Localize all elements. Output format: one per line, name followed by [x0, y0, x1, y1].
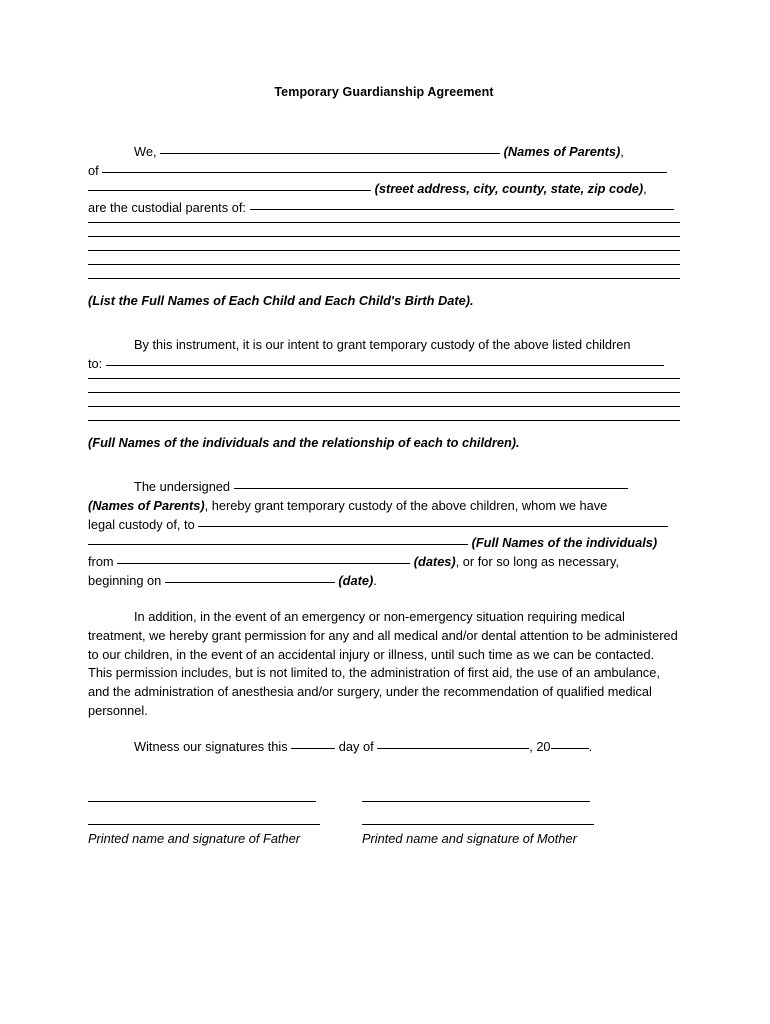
period-1: . — [373, 572, 377, 588]
from-dates-input[interactable] — [117, 563, 410, 564]
intent-to-input[interactable] — [106, 365, 664, 366]
witness-day-label: day of — [338, 739, 374, 755]
individuals-line-2[interactable] — [88, 392, 680, 393]
witness-suffix: . — [588, 739, 593, 755]
from-label: from — [88, 554, 114, 570]
children-line-1[interactable] — [88, 222, 680, 223]
undersigned-label: The undersigned — [134, 479, 231, 495]
spacer-1 — [88, 310, 680, 336]
children-line-4[interactable] — [88, 264, 680, 265]
parents-names-input[interactable] — [160, 153, 500, 154]
father-signature-line[interactable] — [88, 801, 316, 802]
intent-paragraph — [88, 336, 680, 373]
grant-paragraph — [88, 478, 680, 590]
grant-text: , hereby grant temporary custody of the above children, whom we have — [204, 498, 608, 514]
individuals-line-1[interactable] — [88, 378, 680, 379]
beginning-date-input[interactable] — [165, 582, 335, 583]
intent-to-label: to: — [88, 356, 103, 372]
undersigned-input[interactable] — [234, 488, 628, 489]
document-body — [88, 85, 680, 848]
medical-paragraph — [88, 608, 680, 720]
names-of-parents-note-2: (Names of Parents) — [88, 498, 205, 514]
address-input-line2[interactable] — [88, 190, 371, 191]
legal-custody-input[interactable] — [198, 526, 668, 527]
spacer-2 — [88, 452, 680, 478]
witness-month-input[interactable] — [377, 748, 529, 749]
individuals-lines-block — [88, 378, 680, 421]
of-label: of — [88, 162, 99, 178]
street-address-note: (street address, city, county, state, zip code) — [374, 181, 644, 197]
witness-paragraph — [88, 738, 680, 757]
legal-custody-text: legal custody of, to — [88, 516, 195, 532]
beginning-on-label: beginning on — [88, 572, 162, 588]
necessary-text: , or for so long as necessary, — [455, 554, 620, 570]
medical-text: In addition, in the event of an emergency or non-emergency situation requiring medical treatment, we hereby grant permission for any and all medical and/or dental attention to be administered to our children, in the event of an accidental injury or illness, until such time as we can be contacted. This permission includes, but is not limited to, the administration of first aid, the use of an ambulance, and the administration of anesthesia and/or surgery, under the recommendation of qualified medical personnel. — [88, 609, 678, 718]
custodial-parents-input[interactable] — [250, 209, 674, 210]
individuals-names-input[interactable] — [88, 544, 468, 545]
parents-paragraph — [88, 143, 680, 218]
document-title-text: Temporary Guardianship Agreement — [274, 85, 494, 99]
father-signature-label: Printed name and signature of Father — [88, 831, 300, 847]
names-of-parents-note: (Names of Parents) — [503, 144, 621, 159]
father-signature-column — [88, 801, 320, 848]
witness-day-input[interactable] — [291, 748, 335, 749]
address-input-line1[interactable] — [102, 172, 667, 173]
comma-2: , — [643, 181, 647, 197]
witness-prefix: Witness our signatures this — [134, 739, 288, 755]
individuals-line-4[interactable] — [88, 420, 680, 421]
page-title — [88, 85, 680, 99]
mother-signature-line[interactable] — [362, 801, 590, 802]
spacer-3 — [88, 590, 680, 608]
intent-text: By this instrument, it is our intent to grant temporary custody of the above listed children — [134, 337, 631, 353]
children-note: (List the Full Names of Each Child and Each Child's Birth Date). — [88, 292, 474, 308]
children-line-3[interactable] — [88, 250, 680, 251]
children-line-2[interactable] — [88, 236, 680, 237]
children-lines-block — [88, 222, 680, 279]
date-note: (date) — [338, 572, 374, 588]
signature-row-top — [88, 801, 680, 848]
mother-signature-label: Printed name and signature of Mother — [362, 831, 577, 847]
dates-note: (dates) — [413, 554, 456, 570]
witness-year-input[interactable] — [551, 748, 589, 749]
father-printed-name-line[interactable] — [88, 824, 320, 825]
individuals-note: (Full Names of the individuals and the relationship of each to children). — [88, 434, 520, 450]
we-label: We, — [134, 144, 157, 159]
individuals-line-3[interactable] — [88, 406, 680, 407]
witness-year-prefix: , 20 — [529, 739, 551, 755]
spacer-4 — [88, 720, 680, 738]
comma-1: , — [620, 144, 624, 159]
children-line-5[interactable] — [88, 278, 680, 279]
full-names-note: (Full Names of the individuals) — [471, 535, 658, 551]
mother-printed-name-line[interactable] — [362, 824, 594, 825]
mother-signature-column — [362, 801, 594, 848]
custodial-parents-label: are the custodial parents of: — [88, 200, 246, 216]
